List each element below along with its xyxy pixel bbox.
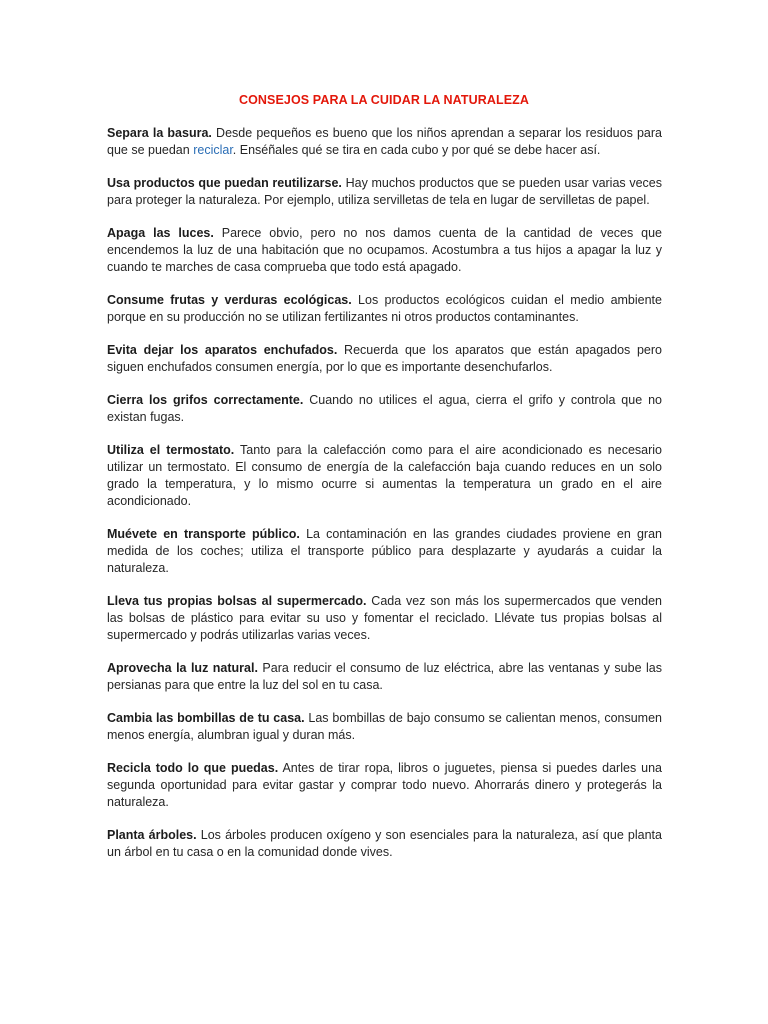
tip-heading: Utiliza el termostato. [107,443,235,457]
tips-list [107,125,662,877]
tip-heading: Muévete en transporte público. [107,527,300,541]
tip-luz-natural [107,660,662,694]
tip-heading: Consume frutas y verduras ecológicas. [107,293,352,307]
tip-productos-reutilizables [107,175,662,209]
tip-heading: Apaga las luces. [107,226,214,240]
tip-heading: Cierra los grifos correctamente. [107,393,304,407]
tip-heading: Evita dejar los aparatos enchufados. [107,343,338,357]
tip-body: Hay muchos productos que se pueden usar varias veces para proteger la naturaleza. Por ejemplo, utiliza servilletas de tela en lugar de servilletas de papel. [107,176,662,207]
tip-bolsas-supermercado [107,593,662,644]
tip-heading: Planta árboles. [107,828,197,842]
tip-body: Desde pequeños es bueno que los niños aprendan a separar los residuos para que se puedan [107,126,662,157]
tip-body: Cuando no utilices el agua, cierra el grifo y controla que no existan fugas. [107,393,662,424]
tip-body: Las bombillas de bajo consumo se calientan menos, consumen menos energía, alumbran igual y duran más. [107,711,662,742]
tip-recicla-todo [107,760,662,811]
tip-cierra-grifos [107,392,662,426]
tip-body: Tanto para la calefacción como para el aire acondicionado es necesario utilizar un termostato. El consumo de energía de la calefacción baja cuando reduces en un solo grado la temperatura, y lo mismo ocurre si aumentas la temperatura un grado en el aire acondicionado. [107,443,662,508]
tip-frutas-ecologicas [107,292,662,326]
tip-body: Los productos ecológicos cuidan el medio ambiente porque en su producción no se utilizan fertilizantes ni otros productos contaminantes. [107,293,662,324]
tip-heading: Cambia las bombillas de tu casa. [107,711,305,725]
tip-heading: Recicla todo lo que puedas. [107,761,279,775]
tip-heading: Lleva tus propias bolsas al supermercado. [107,594,367,608]
tip-body: Parece obvio, pero no nos damos cuenta de la cantidad de veces que encendemos la luz de una habitación que no ocupamos. Acostumbra a tus hijos a apagar la luz y cuando te marches de casa comprueba que todo está apagado. [107,226,662,274]
page-title: CONSEJOS PARA LA CUIDAR LA NATURALEZA [238,93,530,107]
tip-heading: Aprovecha la luz natural. [107,661,258,675]
tip-body: Recuerda que los aparatos que están apagados pero siguen enchufados consumen energía, por lo que es importante desenchufarlos. [107,343,662,374]
tip-body: Antes de tirar ropa, libros o juguetes, piensa si puedes darles una segunda oportunidad para evitar gastar y comprar todo nuevo. Ahorrarás dinero y protegerás la naturaleza. [107,761,662,809]
tip-body: Para reducir el consumo de luz eléctrica, abre las ventanas y sube las persianas para que entre la luz del sol en tu casa. [107,661,662,692]
tip-heading: Usa productos que puedan reutilizarse. [107,176,342,190]
tip-apaga-luces [107,225,662,276]
tip-separa-basura [107,125,662,159]
tip-heading: Separa la basura. [107,126,212,140]
tip-termostato [107,442,662,510]
tip-aparatos-enchufados [107,342,662,376]
reciclar-link[interactable]: reciclar [193,143,233,157]
tip-body: Cada vez son más los supermercados que venden las bolsas de plástico para evitar su uso y fomentar el reciclado. Llévate tus propias bolsas al supermercado y podrás utilizarlas varias veces. [107,594,662,642]
tip-planta-arboles [107,827,662,861]
tip-transporte-publico [107,526,662,577]
tip-bombillas [107,710,662,744]
tip-body: La contaminación en las grandes ciudades proviene en gran medida de los coches; utiliza el transporte público para desplazarte y ayudarás a cuidar la naturaleza. [107,527,662,575]
tip-body: . Enséñales qué se tira en cada cubo y por qué se debe hacer así. [232,143,601,157]
tip-body: Los árboles producen oxígeno y son esenciales para la naturaleza, así que planta un árbol en tu casa o en la comunidad donde vives. [107,828,662,859]
